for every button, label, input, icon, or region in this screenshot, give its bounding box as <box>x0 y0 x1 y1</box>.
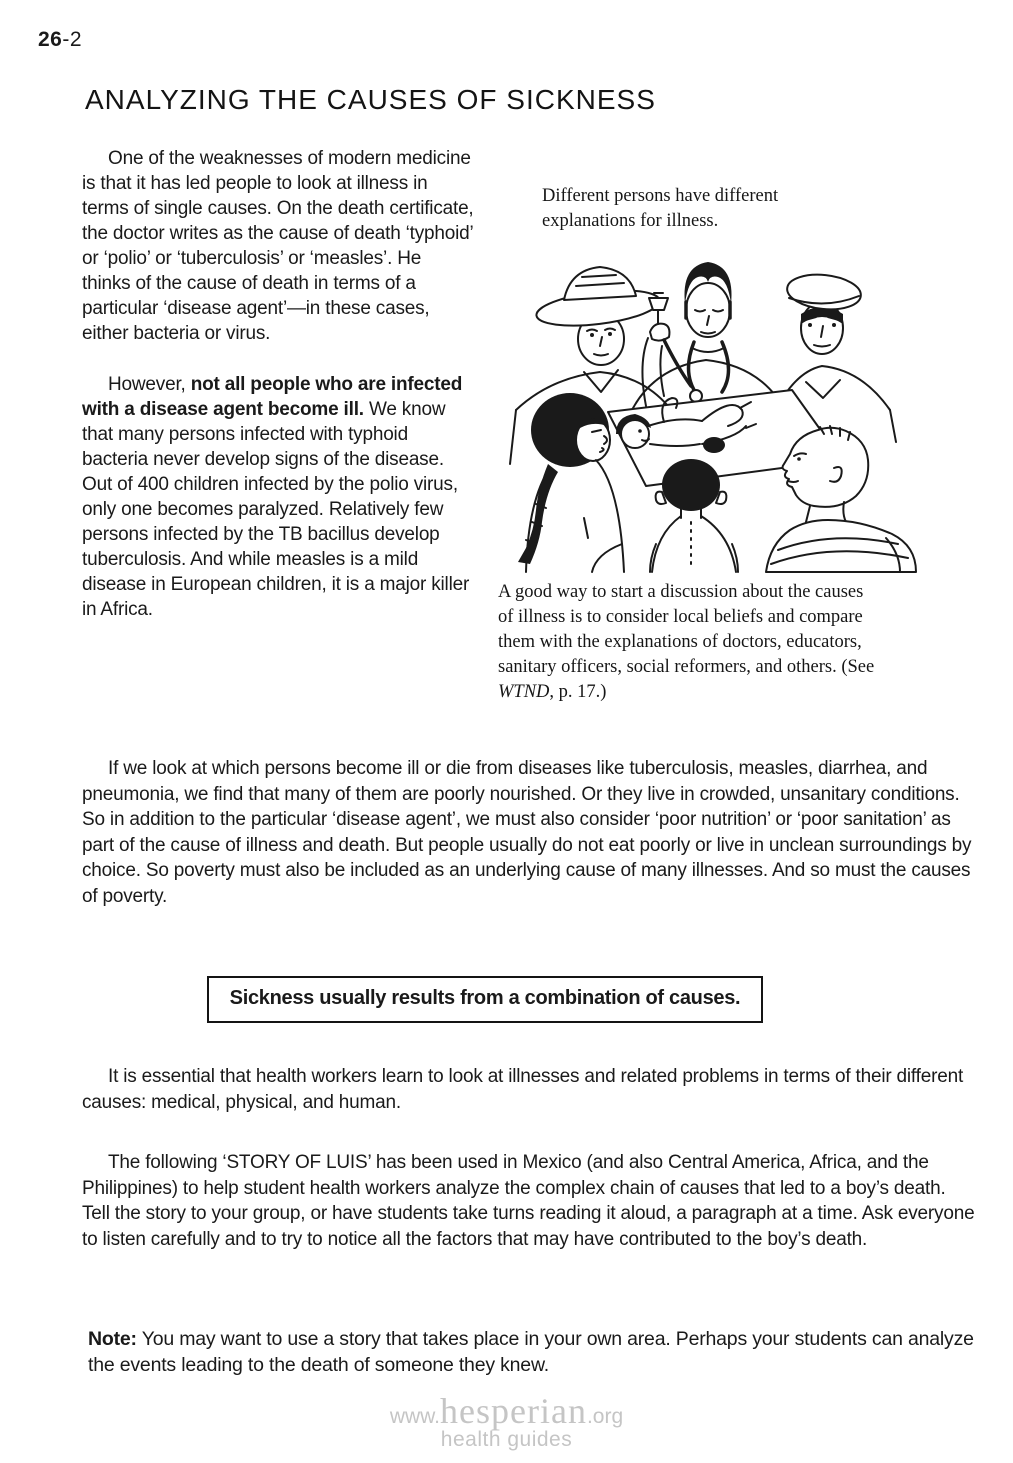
caption-book-abbreviation: WTND <box>498 682 550 702</box>
caption-text: A good way to start a discussion about the causes of illness is to consider local beliefs and compare them with the explanations of doctors, educators, sanitary officers, social reformers, and others. (See <box>498 582 875 677</box>
paragraph-story-of-luis: The following ‘STORY OF LUIS’ has been used in Mexico (and also Central America, Africa, and the Philippines) to help student health workers analyze the complex chain of causes that led to a boy’s death. Tell the story to your group, or have students take turns reading it aloud, a paragraph at a time. Ask everyone to listen carefully and to try to notice all the factors that may have contributed to the boy’s death. <box>82 1152 975 1250</box>
paragraph-rest: We know that many persons infected with typhoid bacteria never develop signs of the disease. Out of 400 children infected by the polio virus, only one becomes paralyzed. Relatively few persons infected by the TB bacillus develop tuberculosis. And while measles is a mild disease in European children, it is a major killer in Africa. <box>82 399 470 620</box>
paragraph-essential-health-workers: It is essential that health workers learn to look at illnesses and related problems in terms of their different causes: medical, physical, and human. <box>82 1066 964 1113</box>
note-text: You may want to use a story that takes place in your own area. Perhaps your students can analyze the events leading to the death of someone they knew. <box>88 1328 974 1376</box>
watermark-name: hesperian <box>440 1391 587 1431</box>
paragraph-not-all-infected <box>82 372 474 622</box>
note-paragraph <box>88 1326 976 1378</box>
caption-text-end: , p. 17.) <box>549 682 607 702</box>
paragraph-single-causes: One of the weaknesses of modern medicine is that it has led people to look at illness in terms of single causes. On the death certificate, the doctor writes as the cause of death ‘typhoid’ or ‘polio’ or ‘tuberculosis’ or ‘measles’. He thinks of the cause of death in terms of a particular ‘disease agent’—in these cases, either bacteria or virus. <box>82 148 474 344</box>
watermark-url <box>0 1390 1013 1432</box>
watermark-www: www. <box>389 1405 441 1428</box>
watermark-org: .org <box>586 1405 624 1428</box>
page-title: ANALYZING THE CAUSES OF SICKNESS <box>85 84 656 115</box>
note-label: Note: <box>88 1328 137 1350</box>
group-discussing-sick-baby-illustration <box>488 236 935 574</box>
paragraph-lead: However, <box>108 374 191 395</box>
page-number <box>38 28 82 52</box>
figure-caption-top: Different persons have different explanations for illness. <box>542 186 779 231</box>
publisher-watermark <box>0 1390 1013 1452</box>
braid-woman-figure <box>518 393 624 572</box>
paragraph-bold-emphasis: not all people who are infected with a disease agent become ill. <box>82 374 463 420</box>
paragraph-combination-of-causes: If we look at which persons become ill or die from diseases like tuberculosis, measles, diarrhea, and pneumonia, we find that many of them are poorly nourished. Or they live in crowded, unsanitary conditions. So in addition to the particular ‘disease agent’, we must also consider ‘poor nutrition’ or ‘poor sanitation’ as part of the cause of illness and death. But people usually do not eat poorly or live in unclean surroundings by choice. So poverty must also be included as an underlying cause of many illnesses. And so must the causes of poverty. <box>82 758 972 907</box>
key-statement-box: Sickness usually results from a combination of causes. <box>207 976 763 1023</box>
watermark-tagline: health guides <box>440 1428 573 1451</box>
intro-column <box>82 146 474 622</box>
figure-caption-bottom <box>498 580 878 705</box>
page-number-chapter: 26 <box>38 28 63 51</box>
page-number-sub: -2 <box>62 28 83 51</box>
